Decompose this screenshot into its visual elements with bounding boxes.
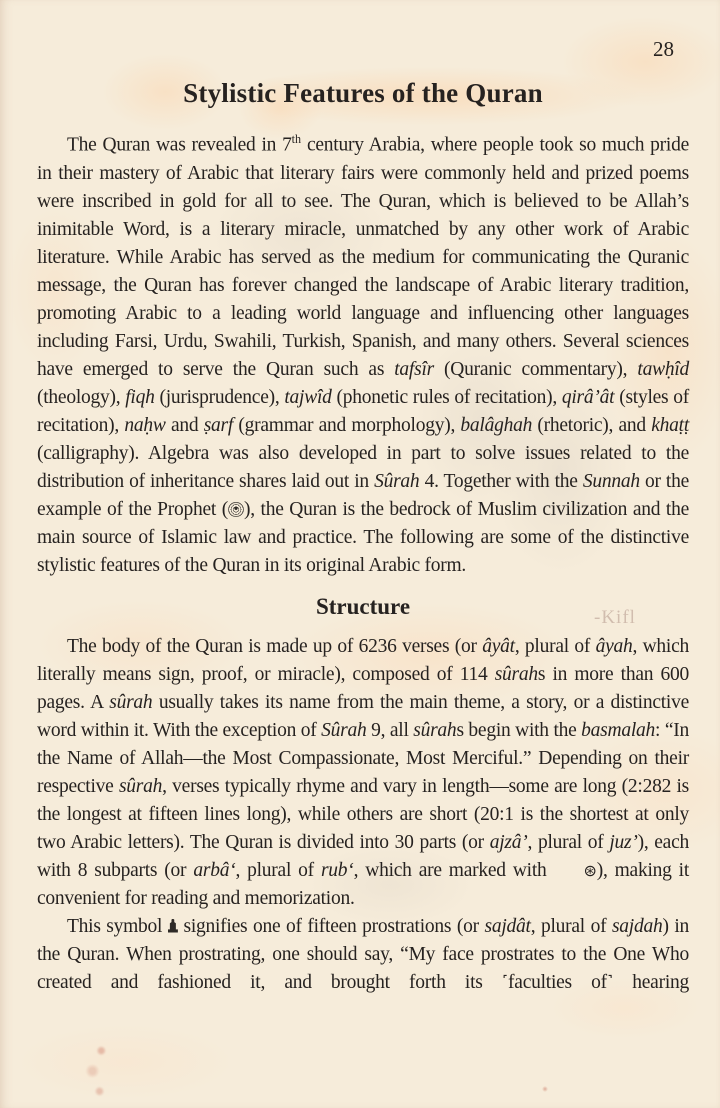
page-number: 28 <box>653 37 674 61</box>
section-heading-structure: Structure <box>315 593 411 619</box>
paper-stain <box>74 1042 118 1100</box>
paragraph-sajdah: This symbol signifies one of fifteen prostrations (or sajdât, plural of sajdah) in the Quran. When prostrating, one should say, “My face prostrates to the One Who created and fashioned it, and brought forth its ˹faculties of˺ hearing <box>37 915 690 993</box>
prophet-salutation-icon <box>228 502 244 517</box>
page-content <box>37 0 689 997</box>
sajdah-marker-icon <box>168 919 178 933</box>
showthrough-ghost-text: -Kifl <box>594 607 636 628</box>
paragraph-intro: The Quran was revealed in 7th century Arabia, where people took so much pride in their mastery of Arabic that literary fairs were commonly held and prized poems were inscribed in gold for all to see. The Quran, which is believed to be Allah’s inimitable Word, is a literary miracle, unmatched by any other work of Arabic literature. While Arabic has served as the medium for communicating the Quranic message, the Quran has forever changed the landscape of Arabic literary tradition, promoting Arabic to a leading world language and influencing other languages including Farsi, Urdu, Swahili, Turkish, Spanish, and many others. Several sciences have emerged to serve the Quran such as tafsîr (Quranic commentary), tawḥîd (theology), fiqh (jurisprudence), tajwîd (phonetic rules of recitation), qirâ’ât (styles of recitation), naḥw and ṣarf (grammar and morphology), balâghah (rhetoric), and khaṭṭ (calligraphy). Algebra was also developed in part to solve issues related to the distribution of inheritance shares laid out in Sûrah 4. Together with the Sunnah or the example of the Prophet ( ), the Quran is the bedrock of Muslim civilization and the main source of Islamic law and practice. The following are some of the distinctive stylistic features of the Quran in its original Arabic form. <box>37 132 690 576</box>
rub-marker-icon: ⊛ <box>583 860 597 880</box>
paragraph-structure: The body of the Quran is made up of 6236 verses (or âyât, plural of âyah, which literally means sign, proof, or miracle), composed of 114 sûrahs in more than 600 pages. A sûrah usually takes its name from the main theme, a story, or a distinctive word within it. With the exception of Sûrah 9, all sûrahs begin with the basmalah: “In the Name of Allah—the Most Compassionate, Most Merciful.” Depending on their respective sûrah, verses typically rhyme and vary in length—some are long (2:282 is the longest at fifteen lines long), while others are short (20:1 is the shortest at only two Arabic letters). The Quran is divided into 30 parts (or ajzâ’, plural of juz’), each with 8 subparts (or arbâ‘, plural of rub‘, which are marked with ⊛), making it convenient for reading and memorization. <box>37 635 690 909</box>
page-title: Stylistic Features of the Quran <box>183 78 543 108</box>
